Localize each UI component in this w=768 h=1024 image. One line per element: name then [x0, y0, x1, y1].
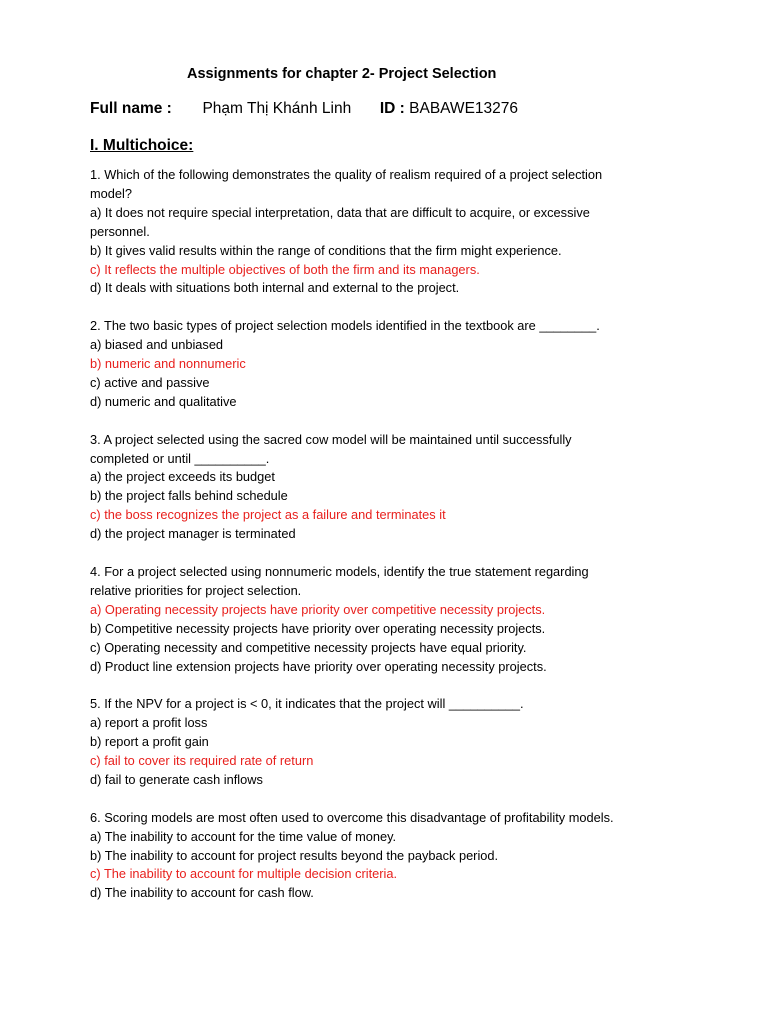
- question-text: 6. Scoring models are most often used to overcome this disadvantage of profitability models.: [90, 809, 614, 825]
- question-text: 4. For a project selected using nonnumeric models, identify the true statement regarding: [90, 563, 589, 579]
- question-block: [90, 166, 690, 298]
- correct-answer-option: b) numeric and nonnumeric: [90, 356, 246, 372]
- question-text: 1. Which of the following demonstrates the quality of realism required of a project selection: [90, 167, 603, 182]
- correct-answer-option: c) It reflects the multiple objectives of both the firm and its managers.: [90, 261, 480, 277]
- student-id-value: BABAWE13276: [409, 100, 519, 117]
- answer-option: d) Product line extension projects have priority over operating necessity projects.: [90, 658, 547, 674]
- answer-option: d) numeric and qualitative: [90, 393, 237, 409]
- answer-option: d) The inability to account for cash flow.: [90, 885, 314, 901]
- answer-option: b) The inability to account for project results beyond the payback period.: [90, 847, 499, 863]
- answer-option: personnel.: [90, 223, 150, 239]
- question-text: relative priorities for project selection.: [90, 582, 302, 598]
- question-text: completed or until __________.: [90, 450, 270, 466]
- question-text: 2. The two basic types of project selection models identified in the textbook are ________.: [90, 318, 600, 334]
- answer-option: d) the project manager is terminated: [90, 526, 296, 542]
- answer-option: a) report a profit loss: [90, 715, 208, 731]
- answer-option: b) the project falls behind schedule: [90, 488, 288, 504]
- correct-answer-option: a) Operating necessity projects have priority over competitive necessity projects.: [90, 601, 546, 617]
- section-title: I. Multichoice:: [90, 137, 194, 154]
- question-list: [90, 166, 690, 922]
- question-block: [90, 317, 690, 412]
- answer-option: c) Operating necessity and competitive necessity projects have equal priority.: [90, 639, 527, 655]
- correct-answer-option: c) the boss recognizes the project as a failure and terminates it: [90, 507, 446, 523]
- question-block: [90, 695, 690, 790]
- question-text: 5. If the NPV for a project is < 0, it indicates that the project will __________.: [90, 696, 524, 712]
- student-id-label: ID :: [379, 100, 405, 117]
- question-text: 3. A project selected using the sacred cow model will be maintained until successfully: [90, 431, 572, 447]
- answer-option: a) biased and unbiased: [90, 337, 224, 353]
- answer-option: d) It deals with situations both internal and external to the project.: [90, 280, 460, 296]
- full-name-label: Full name :: [90, 100, 172, 117]
- answer-option: b) It gives valid results within the range of conditions that the firm might experience.: [90, 242, 562, 258]
- question-text: model?: [90, 185, 132, 201]
- question-block: [90, 809, 690, 904]
- question-block: [90, 431, 690, 544]
- answer-option: b) report a profit gain: [90, 734, 209, 750]
- correct-answer-option: c) The inability to account for multiple decision criteria.: [90, 866, 398, 882]
- answer-option: a) It does not require special interpretation, data that are difficult to acquire, or excessive: [90, 204, 590, 220]
- student-info-row: [90, 100, 518, 118]
- answer-option: b) Competitive necessity projects have priority over operating necessity projects.: [90, 620, 546, 636]
- answer-option: c) active and passive: [90, 374, 210, 390]
- full-name-value: Phạm Thị Khánh Linh: [202, 100, 352, 117]
- answer-option: a) The inability to account for the time value of money.: [90, 828, 397, 844]
- answer-option: a) the project exceeds its budget: [90, 469, 275, 485]
- question-block: [90, 563, 690, 676]
- document-title: Assignments for chapter 2- Project Selection: [187, 66, 497, 82]
- answer-option: d) fail to generate cash inflows: [90, 771, 263, 787]
- correct-answer-option: c) fail to cover its required rate of return: [90, 753, 314, 769]
